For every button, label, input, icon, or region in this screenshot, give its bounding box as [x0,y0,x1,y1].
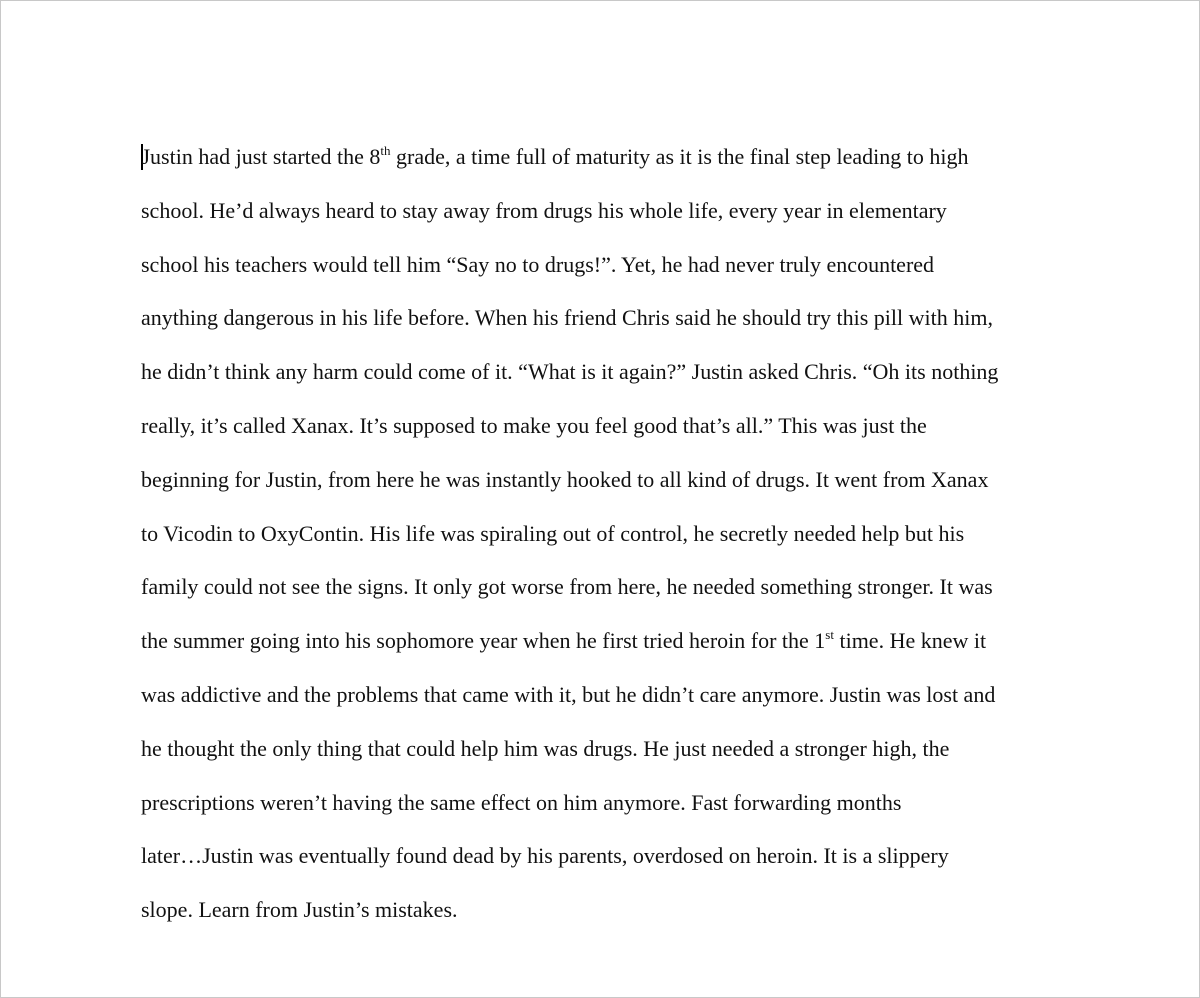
text-line-11: was addictive and the problems that came with it, but he didn’t care anymore. Justin was lost and [141,681,996,707]
text-line-8: to Vicodin to OxyContin. His life was spiraling out of control, he secretly needed help but his [141,520,965,546]
text-line-9: family could not see the signs. It only got worse from here, he needed something stronger. It was [141,574,993,600]
text-line-5: he didn’t think any harm could come of it. “What is it again?” Justin asked Chris. “Oh its nothing [141,359,999,385]
superscript-st: st [825,627,834,643]
line-1-text-b: grade, a time full of maturity as it is the final step leading to high [390,144,969,169]
text-line-14: later…Justin was eventually found dead by his parents, overdosed on heroin. It is a slippery [141,843,949,869]
text-line-15: slope. Learn from Justin’s mistakes. [141,897,458,923]
line-10-text-a: the summer going into his sophomore year when he first tried heroin for the 1 [141,628,826,654]
document-body[interactable] [141,130,1081,937]
text-line-10 [141,614,1081,668]
text-line-7: beginning for Justin, from here he was instantly hooked to all kind of drugs. It went from Xanax [141,466,989,492]
text-line-12: he thought the only thing that could help him was drugs. He just needed a stronger high, the [141,735,950,761]
text-line-2: school. He’d always heard to stay away from drugs his whole life, every year in elementary [141,197,947,223]
superscript-th: th [380,143,391,158]
text-line-6: really, it’s called Xanax. It’s supposed to make you feel good that’s all.” This was just the [141,412,927,438]
line-1-text-a: Justin had just started the 8 [141,144,381,169]
line-10-text-b: time. He knew it [833,628,987,654]
text-line-4: anything dangerous in his life before. When his friend Chris said he should try this pill with him, [141,305,993,331]
text-line-3: school his teachers would tell him “Say no to drugs!”. Yet, he had never truly encountered [141,251,935,277]
text-line-1 [141,130,1081,184]
text-line-13: prescriptions weren’t having the same effect on him anymore. Fast forwarding months [141,789,902,815]
